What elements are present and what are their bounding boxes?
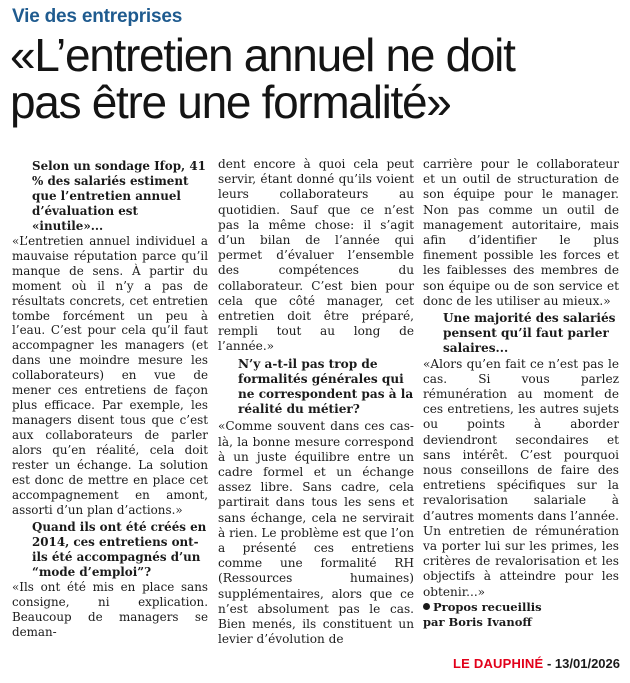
headline-line-1: «L’entretien annuel ne doit (10, 29, 515, 81)
bullet-icon (423, 603, 430, 610)
answer-paragraph: «Comme souvent dans ces cas-là, la bonne mesure correspond à un juste équilibre entre un cadre formel et un échange assez libre. Sans cadre, cela partirait dans tous les sens et sans échange, cela ne servirait à rien. Le problème est que l’on a présenté ces entretiens comme une formalité RH (Ressources humaines) supplémentaires, alors que ce n’est absolument pas le cas. Bien menés, ils constituent un levier d’évolution de (218, 419, 414, 647)
answer-paragraph: carrière pour le collaborateur et un outil de structuration de son équipe pour le manager. Non pas comme un outil de management autoritaire, mais afin d’identifier le plus finement possible les forces et les faiblesses des membres de son équipe ou de son service et donc de les utiliser au mieux.» (423, 157, 619, 308)
article-column-3 (423, 157, 619, 630)
headline-line-2: pas être une formalité» (10, 76, 451, 128)
answer-paragraph: dent encore à quoi cela peut servir, étant donné qu’ils voient leurs collaborateurs au quotidien. Sauf que ce n’est pas la même chose: il s’agit d’un bilan de l’année qui permet d’évaluer l’ensemble des compétences du collaborateur. C’est bien pour cela que côté manager, cet entretien doit être préparé, rempli tout au long de l’année.» (218, 157, 414, 354)
question-intro: Selon un sondage Ifop, 41 % des salariés estiment que l’entretien annuel d’évaluation est «inutile»... (32, 159, 206, 233)
question-3: N’y a-t-il pas trop de formalités générales qui ne correspondent pas à la réalité du métier? (238, 356, 414, 417)
question-4: Une majorité des salariés pensent qu’il faut parler salaires... (443, 311, 616, 356)
question-2: Quand ils ont été créés en 2014, ces entretiens ont-ils été accompagnés d’un “mode d’emploi”? (32, 519, 207, 579)
answer-paragraph: «Alors qu’en fait ce n’est pas le cas. Si vous parlez rémunération au moment de ces entretiens, les autres sujets ou points à aborder deviendront secondaires et sans intérêt. C’est pourquoi nous conseillons de faire des entretiens spécifiques sur la revalorisation salariale à d’autres moments dans l’année. Un entretien de rémunération va porter lui sur les primes, les critères de revalorisation et les objectifs à atteindre pour les obtenir...» (423, 356, 619, 599)
footer-separator: - (543, 656, 555, 671)
answer-paragraph: «L’entretien annuel individuel a mauvaise réputation parce qu’il manque de sens. À partir du moment où il n’y a pas de résultats concrets, cet entretien tombe forcément un peu à l’eau. C’est pour cela qu’il faut accompagner les managers (et dans une moindre mesure les collaborateurs) en vue de mener ces entretiens de façon plus efficace. Par exemple, les managers disent tous que c’est aux collaborateurs de parler alors qu’en réalité, cela doit rester un échange. La solution est donc de mettre en place cet accompagnement en amont, assorti d’un plan d’actions.» (12, 233, 208, 517)
section-rubric: Vie des entreprises (12, 6, 183, 27)
article-headline (10, 29, 620, 128)
article-column-2 (218, 157, 414, 648)
article-column-1 (12, 157, 208, 640)
answer-paragraph: «Ils ont été mis en place sans consigne, ni explication. Beaucoup de managers se deman- (12, 579, 208, 639)
publication-date: 13/01/2026 (554, 656, 620, 671)
credit-label: Propos recueillis (433, 599, 542, 614)
credit-author: par Boris Ivanoff (423, 615, 532, 630)
newspaper-name: LE DAUPHINÉ (453, 656, 544, 671)
credit-line (423, 600, 619, 615)
source-footer (453, 656, 620, 671)
